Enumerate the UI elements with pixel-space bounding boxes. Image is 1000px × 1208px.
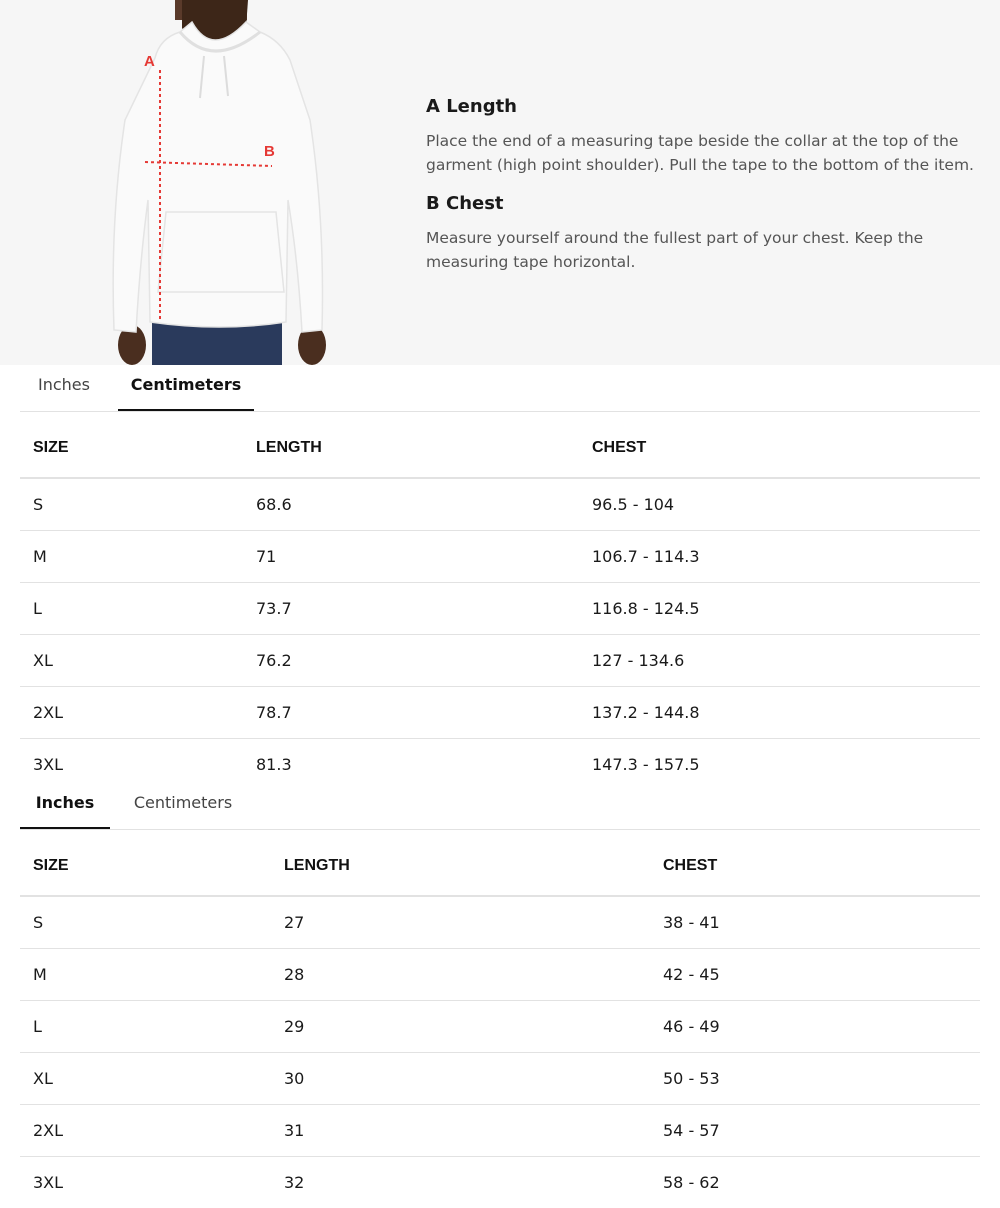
length-cell: 29 [271,1000,650,1052]
table-header-row [20,836,980,896]
length-cell: 68.6 [243,478,579,530]
marker-a-label: A [144,53,155,70]
length-cell: 28 [271,948,650,1000]
chest-cell: 42 - 45 [650,948,980,1000]
length-cell: 27 [271,896,650,948]
length-column-header: LENGTH [243,418,579,478]
size-cell: L [20,582,243,634]
table-row [20,686,980,738]
length-cell: 78.7 [243,686,579,738]
size-cell: XL [20,634,243,686]
length-cell: 71 [243,530,579,582]
unit-tabs-in [20,783,980,830]
tab-inches[interactable]: Inches [20,783,110,829]
length-cell: 30 [271,1052,650,1104]
size-cell: L [20,1000,271,1052]
chest-column-header: CHEST [650,836,980,896]
length-text: Place the end of a measuring tape beside the collar at the top of the garment (high point shoulder). Pull the tape to the bottom of the item. [426,132,974,174]
size-column-header: SIZE [20,418,243,478]
chest-cell: 137.2 - 144.8 [579,686,980,738]
length-cell: 73.7 [243,582,579,634]
model-hoodie-image [100,0,340,365]
size-table-centimeters [20,418,980,790]
size-table-inches [20,836,980,1208]
table-row [20,1052,980,1104]
measurement-guide [0,0,1000,365]
table-row [20,478,980,530]
size-cell: 3XL [33,754,64,774]
table-row [20,1156,980,1208]
size-cell: 2XL [20,1104,271,1156]
table-row [20,1104,980,1156]
tab-centimeters[interactable]: Centimeters [118,365,254,411]
chest-cell: 127 - 134.6 [579,634,980,686]
size-cell: M [20,530,243,582]
table-row [20,530,980,582]
chest-cell: 46 - 49 [650,1000,980,1052]
chest-cell: 106.7 - 114.3 [579,530,980,582]
chest-cell: 38 - 41 [650,896,980,948]
size-cell: M [20,948,271,1000]
chest-title: B Chest [426,193,504,214]
length-cell: 76.2 [243,634,579,686]
size-cell: 3XL [33,1172,64,1192]
tab-inches[interactable]: Inches [38,375,90,394]
length-cell: 31 [271,1104,650,1156]
chest-cell: 147.3 - 157.5 [592,754,700,774]
marker-b-label: B [264,143,275,160]
chest-cell: 58 - 62 [663,1172,720,1192]
unit-tabs-cm [20,365,980,412]
length-cell: 81.3 [256,754,292,774]
chest-cell: 50 - 53 [650,1052,980,1104]
chest-column-header: CHEST [579,418,980,478]
size-cell: S [20,896,271,948]
size-cell: 2XL [20,686,243,738]
size-column-header: SIZE [20,836,271,896]
length-cell: 32 [284,1172,305,1192]
size-cell: XL [20,1052,271,1104]
table-header-row [20,418,980,478]
chest-text: Measure yourself around the fullest part of your chest. Keep the measuring tape horizontal. [426,229,924,271]
table-row [20,1000,980,1052]
chest-cell: 54 - 57 [650,1104,980,1156]
length-column-header: LENGTH [271,836,650,896]
chest-cell: 116.8 - 124.5 [579,582,980,634]
size-cell: S [20,478,243,530]
length-title: A Length [426,96,517,117]
tab-centimeters[interactable]: Centimeters [133,793,233,812]
chest-cell: 96.5 - 104 [579,478,980,530]
table-row [20,582,980,634]
table-row [20,896,980,948]
table-row [20,634,980,686]
table-row [20,948,980,1000]
measurement-instructions [426,96,986,290]
